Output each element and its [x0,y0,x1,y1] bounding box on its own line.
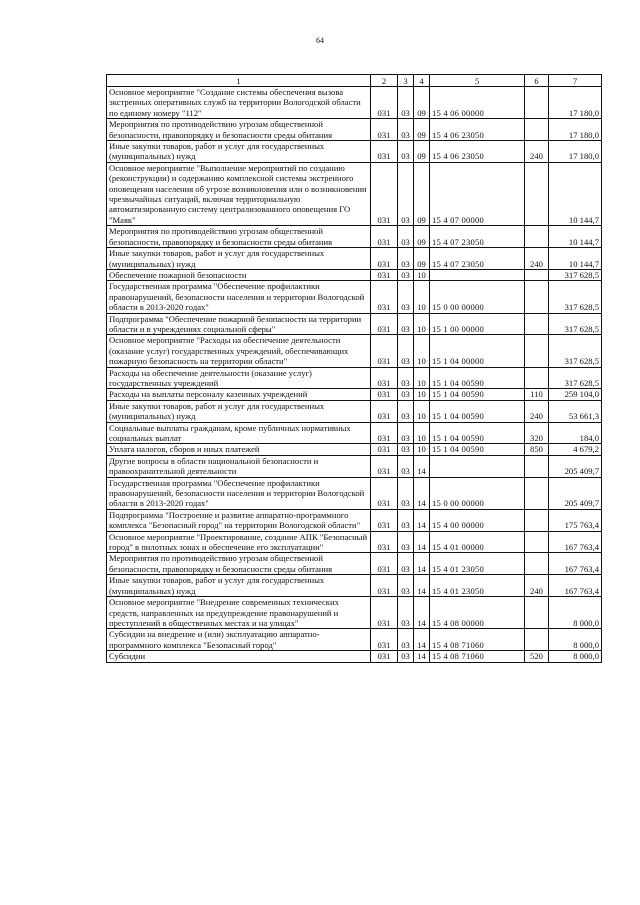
code-subsection: 10 [414,422,430,444]
row-name: Мероприятия по противодействию угрозам общественной безопасности, правопорядку и безопасности среды обитания [107,119,371,141]
row-name: Уплата налогов, сборов и иных платежей [107,444,371,455]
row-name: Иные закупки товаров, работ и услуг для государственных (муниципальных) нужд [107,248,371,270]
code-target: 15 1 04 00590 [430,367,525,389]
code-expense-type: 240 [525,248,549,270]
code-expense-type: 520 [525,651,549,662]
code-subsection: 09 [414,87,430,119]
code-expense-type: 240 [525,400,549,422]
code-expense-type [525,531,549,553]
row-name: Основное мероприятие "Расходы на обеспечение деятельности (оказание услуг) государственных учреждений, обеспечивающих пожарную безопасность на территории области" [107,335,371,367]
code-subsection: 10 [414,389,430,400]
table-row [107,269,602,280]
row-name: Иные закупки товаров, работ и услуг для государственных (муниципальных) нужд [107,141,371,163]
code-subsection: 09 [414,248,430,270]
table-row [107,444,602,455]
code-admin: 031 [371,87,398,119]
code-subsection: 10 [414,281,430,313]
table-row [107,651,602,662]
code-target: 15 4 06 23050 [430,141,525,163]
code-admin: 031 [371,162,398,225]
table-row [107,531,602,553]
code-target: 15 1 04 00590 [430,400,525,422]
table-row [107,367,602,389]
budget-table [106,74,602,663]
table-row [107,226,602,248]
code-expense-type [525,367,549,389]
amount: 10 144,7 [549,226,602,248]
amount: 167 763,4 [549,575,602,597]
column-header: 1 [107,75,371,87]
amount: 184,0 [549,422,602,444]
table-header-row [107,75,602,87]
code-section: 03 [398,531,414,553]
amount: 317 628,5 [549,335,602,367]
code-expense-type [525,335,549,367]
amount: 317 628,5 [549,313,602,335]
code-section: 03 [398,335,414,367]
code-target: 15 4 08 71060 [430,651,525,662]
table-row [107,389,602,400]
row-name: Обеспечение пожарной безопасности [107,269,371,280]
amount: 205 409,7 [549,477,602,509]
code-section: 03 [398,87,414,119]
code-subsection: 09 [414,119,430,141]
amount: 167 763,4 [549,531,602,553]
row-name: Расходы на выплаты персоналу казенных учреждений [107,389,371,400]
code-expense-type [525,313,549,335]
amount: 8 000,0 [549,651,602,662]
amount: 205 409,7 [549,455,602,477]
code-section: 03 [398,389,414,400]
code-admin: 031 [371,477,398,509]
code-subsection: 14 [414,575,430,597]
code-target [430,269,525,280]
code-expense-type [525,477,549,509]
code-target: 15 4 07 23050 [430,248,525,270]
row-name: Подпрограмма "Построение и развитие аппаратно-программного комплекса "Безопасный город" на территории Вологодской области" [107,509,371,531]
amount: 4 679,2 [549,444,602,455]
code-expense-type: 110 [525,389,549,400]
code-section: 03 [398,597,414,629]
code-target: 15 4 06 23050 [430,119,525,141]
column-header: 2 [371,75,398,87]
code-target: 15 4 01 23050 [430,553,525,575]
code-admin: 031 [371,400,398,422]
code-section: 03 [398,269,414,280]
code-target: 15 4 01 00000 [430,531,525,553]
code-admin: 031 [371,313,398,335]
table-row [107,575,602,597]
code-section: 03 [398,455,414,477]
code-subsection: 10 [414,313,430,335]
row-name: Основное мероприятие "Проектирование, создание АПК "Безопасный город" в пилотных зонах и обеспечение его эксплуатации" [107,531,371,553]
code-expense-type: 850 [525,444,549,455]
code-subsection: 10 [414,444,430,455]
column-header: 7 [549,75,602,87]
code-target: 15 0 00 00000 [430,477,525,509]
table-row [107,422,602,444]
code-section: 03 [398,444,414,455]
amount: 317 628,5 [549,269,602,280]
code-subsection: 14 [414,509,430,531]
code-target: 15 4 01 23050 [430,575,525,597]
code-expense-type: 240 [525,141,549,163]
code-section: 03 [398,141,414,163]
row-name: Субсидии на внедрение и (или) эксплуатацию аппаратно-программного комплекса "Безопасный город" [107,629,371,651]
row-name: Подпрограмма "Обеспечение пожарной безопасности на территории области и в учреждениях социальной сферы" [107,313,371,335]
row-name: Мероприятия по противодействию угрозам общественной безопасности, правопорядку и безопасности среды обитания [107,553,371,575]
column-header: 3 [398,75,414,87]
amount: 10 144,7 [549,248,602,270]
code-section: 03 [398,281,414,313]
row-name: Основное мероприятие "Создание системы обеспечения вызова экстренных оперативных служб на территории Вологодской области по единому номеру "112" [107,87,371,119]
row-name: Мероприятия по противодействию угрозам общественной безопасности, правопорядку и безопасности среды обитания [107,226,371,248]
code-target: 15 1 04 00590 [430,422,525,444]
code-admin: 031 [371,281,398,313]
row-name: Социальные выплаты гражданам, кроме публичных нормативных социальных выплат [107,422,371,444]
code-admin: 031 [371,335,398,367]
code-admin: 031 [371,553,398,575]
code-target: 15 4 07 00000 [430,162,525,225]
code-admin: 031 [371,119,398,141]
amount: 317 628,5 [549,281,602,313]
code-target: 15 0 00 00000 [430,281,525,313]
amount: 10 144,7 [549,162,602,225]
code-admin: 031 [371,455,398,477]
column-header: 4 [414,75,430,87]
table-row [107,629,602,651]
table-row [107,477,602,509]
code-section: 03 [398,575,414,597]
table-row [107,597,602,629]
code-expense-type [525,269,549,280]
code-subsection: 09 [414,141,430,163]
amount: 317 628,5 [549,367,602,389]
code-target: 15 4 07 23050 [430,226,525,248]
code-target: 15 4 00 00000 [430,509,525,531]
code-expense-type [525,281,549,313]
code-subsection: 14 [414,477,430,509]
code-target [430,455,525,477]
amount: 167 763,4 [549,553,602,575]
row-name: Иные закупки товаров, работ и услуг для государственных (муниципальных) нужд [107,400,371,422]
code-subsection: 09 [414,226,430,248]
code-expense-type [525,119,549,141]
code-section: 03 [398,162,414,225]
code-admin: 031 [371,575,398,597]
row-name: Субсидии [107,651,371,662]
row-name: Основное мероприятие "Выполнение мероприятий по созданию (реконструкции) и содержанию комплексной системы экстренного оповещения населения об угрозе возникновения или о возникновении чрезвычайных ситуаций, включая территориальную автоматизированную систему централизованного оповещения ГО "Маяк" [107,162,371,225]
table-row [107,119,602,141]
code-section: 03 [398,629,414,651]
code-section: 03 [398,553,414,575]
code-expense-type [525,629,549,651]
code-expense-type [525,455,549,477]
code-admin: 031 [371,629,398,651]
code-expense-type [525,87,549,119]
row-name: Государственная программа "Обеспечение профилактики правонарушений, безопасности населения и территории Вологодской области в 2013-2020 годах" [107,281,371,313]
code-section: 03 [398,400,414,422]
table-row [107,335,602,367]
code-admin: 031 [371,444,398,455]
table-row [107,87,602,119]
amount: 17 180,0 [549,141,602,163]
code-subsection: 14 [414,531,430,553]
code-subsection: 09 [414,162,430,225]
code-target: 15 1 04 00590 [430,389,525,400]
row-name: Другие вопросы в области национальной безопасности и правоохранительной деятельности [107,455,371,477]
table-row [107,553,602,575]
code-admin: 031 [371,597,398,629]
code-target: 15 4 08 71060 [430,629,525,651]
code-expense-type [525,509,549,531]
table-row [107,509,602,531]
code-subsection: 14 [414,597,430,629]
code-expense-type: 240 [525,575,549,597]
code-subsection: 14 [414,455,430,477]
row-name: Иные закупки товаров, работ и услуг для государственных (муниципальных) нужд [107,575,371,597]
code-target: 15 1 04 00000 [430,335,525,367]
code-expense-type [525,226,549,248]
code-target: 15 1 00 00000 [430,313,525,335]
code-section: 03 [398,422,414,444]
table-row [107,248,602,270]
code-section: 03 [398,248,414,270]
amount: 17 180,0 [549,119,602,141]
code-admin: 031 [371,367,398,389]
code-subsection: 14 [414,553,430,575]
amount: 8 000,0 [549,597,602,629]
code-subsection: 10 [414,400,430,422]
code-section: 03 [398,119,414,141]
code-subsection: 10 [414,335,430,367]
amount: 17 180,0 [549,87,602,119]
code-section: 03 [398,226,414,248]
page-number: 64 [316,36,324,45]
amount: 8 000,0 [549,629,602,651]
table-row [107,162,602,225]
code-expense-type [525,162,549,225]
code-target: 15 4 08 00000 [430,597,525,629]
code-admin: 031 [371,389,398,400]
table-row [107,281,602,313]
code-target: 15 4 06 00000 [430,87,525,119]
code-admin: 031 [371,422,398,444]
row-name: Основное мероприятие "Внедрение современных технических средств, направленных на предупреждение правонарушений и преступлений в общественных местах и на улицах" [107,597,371,629]
amount: 53 661,3 [549,400,602,422]
code-section: 03 [398,509,414,531]
code-expense-type [525,553,549,575]
code-target: 15 1 04 00590 [430,444,525,455]
code-subsection: 10 [414,367,430,389]
code-expense-type: 320 [525,422,549,444]
code-section: 03 [398,313,414,335]
code-admin: 031 [371,509,398,531]
code-admin: 031 [371,531,398,553]
amount: 259 104,0 [549,389,602,400]
code-admin: 031 [371,651,398,662]
code-subsection: 14 [414,651,430,662]
table-row [107,313,602,335]
row-name: Расходы на обеспечение деятельности (оказание услуг) государственных учреждений [107,367,371,389]
code-admin: 031 [371,248,398,270]
code-section: 03 [398,477,414,509]
amount: 175 763,4 [549,509,602,531]
code-section: 03 [398,651,414,662]
code-admin: 031 [371,141,398,163]
column-header: 5 [430,75,525,87]
column-header: 6 [525,75,549,87]
table-row [107,455,602,477]
code-admin: 031 [371,269,398,280]
table-row [107,141,602,163]
table-row [107,400,602,422]
code-section: 03 [398,367,414,389]
code-subsection: 10 [414,269,430,280]
code-subsection: 14 [414,629,430,651]
code-admin: 031 [371,226,398,248]
code-expense-type [525,597,549,629]
row-name: Государственная программа "Обеспечение профилактики правонарушений, безопасности населения и территории Вологодской области в 2013-2020 годах" [107,477,371,509]
